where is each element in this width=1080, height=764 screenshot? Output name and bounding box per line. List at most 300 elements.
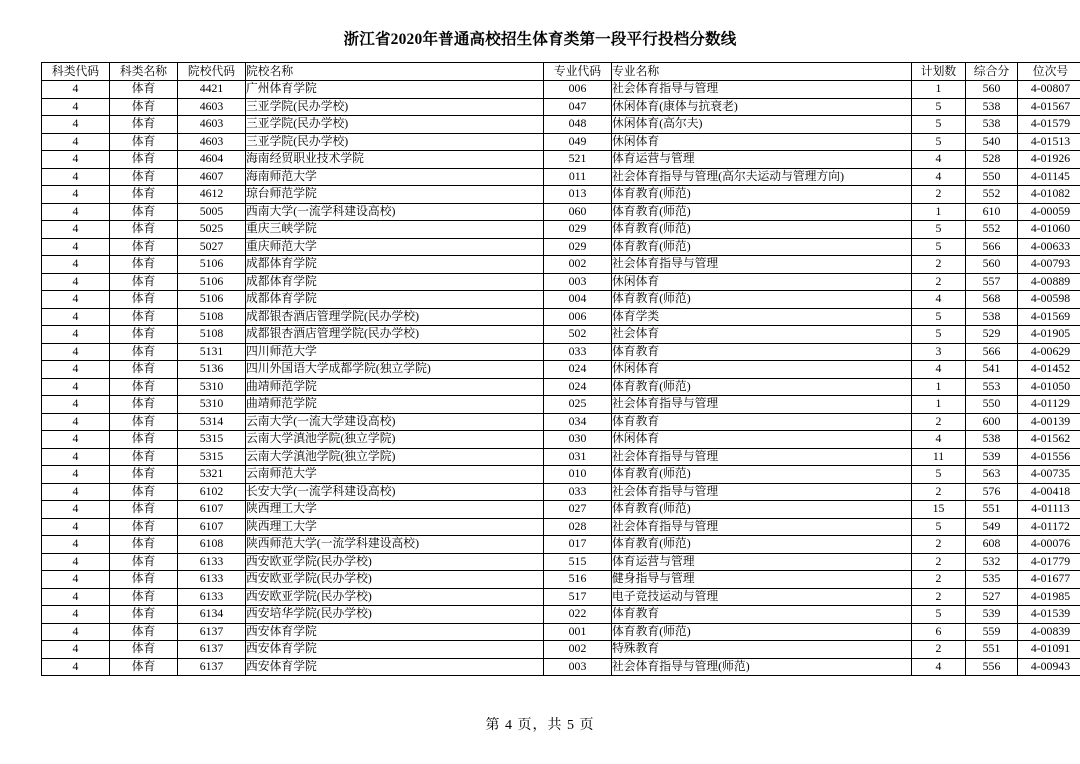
- cell-plan-count: 4: [912, 431, 966, 449]
- cell-major-name: 体育学类: [612, 308, 912, 326]
- cell-subject-code: 4: [42, 186, 110, 204]
- cell-subject-name: 体育: [110, 378, 178, 396]
- cell-composite-score: 538: [966, 431, 1018, 449]
- column-header-subject-code: 科类代码: [42, 63, 110, 81]
- cell-school-code: 5315: [178, 448, 246, 466]
- cell-plan-count: 5: [912, 518, 966, 536]
- cell-subject-name: 体育: [110, 343, 178, 361]
- cell-subject-name: 体育: [110, 291, 178, 309]
- cell-school-code: 5315: [178, 431, 246, 449]
- cell-plan-count: 15: [912, 501, 966, 519]
- cell-plan-count: 2: [912, 571, 966, 589]
- cell-major-name: 特殊教育: [612, 641, 912, 659]
- cell-subject-name: 体育: [110, 116, 178, 134]
- table-row: [42, 343, 1080, 361]
- cell-composite-score: 550: [966, 396, 1018, 414]
- cell-subject-code: 4: [42, 483, 110, 501]
- cell-major-name: 社会体育指导与管理: [612, 448, 912, 466]
- cell-major-code: 029: [544, 238, 612, 256]
- cell-major-name: 体育教育(师范): [612, 203, 912, 221]
- cell-major-name: 体育教育(师范): [612, 186, 912, 204]
- cell-school-name: 成都银杏酒店管理学院(民办学校): [246, 326, 544, 344]
- cell-major-code: 002: [544, 256, 612, 274]
- cell-school-name: 重庆三峡学院: [246, 221, 544, 239]
- cell-school-name: 陕西理工大学: [246, 501, 544, 519]
- cell-subject-code: 4: [42, 606, 110, 624]
- cell-subject-code: 4: [42, 238, 110, 256]
- cell-major-name: 体育教育(师范): [612, 623, 912, 641]
- cell-plan-count: 2: [912, 536, 966, 554]
- cell-subject-name: 体育: [110, 133, 178, 151]
- cell-major-code: 002: [544, 641, 612, 659]
- cell-rank-number: 4-01926: [1018, 151, 1080, 169]
- cell-rank-number: 4-00839: [1018, 623, 1080, 641]
- cell-rank-number: 4-00418: [1018, 483, 1080, 501]
- cell-subject-code: 4: [42, 466, 110, 484]
- cell-composite-score: 540: [966, 133, 1018, 151]
- table-row: [42, 168, 1080, 186]
- cell-school-code: 4603: [178, 133, 246, 151]
- cell-subject-name: 体育: [110, 396, 178, 414]
- table-row: [42, 133, 1080, 151]
- cell-composite-score: 568: [966, 291, 1018, 309]
- cell-subject-code: 4: [42, 623, 110, 641]
- score-table-container: [41, 62, 1071, 676]
- cell-rank-number: 4-00807: [1018, 81, 1080, 99]
- column-header-school-code: 院校代码: [178, 63, 246, 81]
- cell-subject-code: 4: [42, 168, 110, 186]
- cell-school-name: 海南经贸职业技术学院: [246, 151, 544, 169]
- cell-composite-score: 541: [966, 361, 1018, 379]
- cell-major-name: 社会体育指导与管理: [612, 518, 912, 536]
- cell-subject-name: 体育: [110, 151, 178, 169]
- cell-school-code: 4612: [178, 186, 246, 204]
- cell-composite-score: 553: [966, 378, 1018, 396]
- cell-school-name: 西安体育学院: [246, 623, 544, 641]
- cell-plan-count: 1: [912, 396, 966, 414]
- cell-rank-number: 4-00059: [1018, 203, 1080, 221]
- cell-major-name: 社会体育指导与管理: [612, 483, 912, 501]
- cell-plan-count: 5: [912, 326, 966, 344]
- cell-major-name: 体育教育: [612, 606, 912, 624]
- cell-subject-code: 4: [42, 98, 110, 116]
- cell-rank-number: 4-00889: [1018, 273, 1080, 291]
- cell-plan-count: 2: [912, 641, 966, 659]
- cell-rank-number: 4-01569: [1018, 308, 1080, 326]
- cell-major-name: 体育运营与管理: [612, 151, 912, 169]
- cell-plan-count: 11: [912, 448, 966, 466]
- cell-plan-count: 5: [912, 238, 966, 256]
- cell-subject-code: 4: [42, 116, 110, 134]
- cell-school-code: 5027: [178, 238, 246, 256]
- cell-major-code: 025: [544, 396, 612, 414]
- cell-school-code: 5314: [178, 413, 246, 431]
- cell-major-code: 048: [544, 116, 612, 134]
- cell-rank-number: 4-01579: [1018, 116, 1080, 134]
- cell-school-name: 云南大学滇池学院(独立学院): [246, 431, 544, 449]
- cell-subject-code: 4: [42, 378, 110, 396]
- table-row: [42, 256, 1080, 274]
- cell-subject-code: 4: [42, 133, 110, 151]
- cell-composite-score: 608: [966, 536, 1018, 554]
- cell-school-code: 6107: [178, 518, 246, 536]
- cell-school-name: 云南师范大学: [246, 466, 544, 484]
- column-header-rank-number: 位次号: [1018, 63, 1080, 81]
- table-row: [42, 553, 1080, 571]
- cell-school-name: 长安大学(一流学科建设高校): [246, 483, 544, 501]
- cell-subject-name: 体育: [110, 466, 178, 484]
- cell-composite-score: 559: [966, 623, 1018, 641]
- cell-school-code: 5025: [178, 221, 246, 239]
- cell-major-name: 体育教育(师范): [612, 238, 912, 256]
- cell-rank-number: 4-00139: [1018, 413, 1080, 431]
- cell-major-name: 社会体育指导与管理: [612, 256, 912, 274]
- table-row: [42, 186, 1080, 204]
- cell-subject-code: 4: [42, 291, 110, 309]
- cell-school-code: 4421: [178, 81, 246, 99]
- cell-major-code: 011: [544, 168, 612, 186]
- cell-school-name: 琼台师范学院: [246, 186, 544, 204]
- cell-subject-name: 体育: [110, 588, 178, 606]
- cell-subject-code: 4: [42, 396, 110, 414]
- cell-subject-name: 体育: [110, 168, 178, 186]
- column-header-major-name: 专业名称: [612, 63, 912, 81]
- table-row: [42, 378, 1080, 396]
- cell-composite-score: 549: [966, 518, 1018, 536]
- cell-major-code: 010: [544, 466, 612, 484]
- cell-plan-count: 4: [912, 168, 966, 186]
- cell-school-code: 4607: [178, 168, 246, 186]
- cell-subject-code: 4: [42, 553, 110, 571]
- cell-plan-count: 2: [912, 483, 966, 501]
- cell-subject-code: 4: [42, 448, 110, 466]
- cell-composite-score: 529: [966, 326, 1018, 344]
- cell-major-code: 030: [544, 431, 612, 449]
- cell-rank-number: 4-01082: [1018, 186, 1080, 204]
- cell-plan-count: 1: [912, 378, 966, 396]
- cell-plan-count: 5: [912, 221, 966, 239]
- table-row: [42, 81, 1080, 99]
- cell-major-name: 社会体育: [612, 326, 912, 344]
- cell-plan-count: 5: [912, 133, 966, 151]
- cell-subject-name: 体育: [110, 186, 178, 204]
- cell-major-name: 体育教育(师范): [612, 291, 912, 309]
- table-row: [42, 291, 1080, 309]
- cell-rank-number: 4-01567: [1018, 98, 1080, 116]
- cell-major-name: 电子竞技运动与管理: [612, 588, 912, 606]
- page-footer: 第 4 页，共 5 页: [485, 718, 595, 733]
- cell-major-code: 033: [544, 343, 612, 361]
- cell-subject-name: 体育: [110, 606, 178, 624]
- cell-school-name: 西安欧亚学院(民办学校): [246, 588, 544, 606]
- cell-rank-number: 4-01677: [1018, 571, 1080, 589]
- cell-composite-score: 560: [966, 256, 1018, 274]
- cell-major-code: 001: [544, 623, 612, 641]
- cell-subject-code: 4: [42, 361, 110, 379]
- cell-subject-name: 体育: [110, 361, 178, 379]
- cell-rank-number: 4-00943: [1018, 658, 1080, 676]
- cell-subject-name: 体育: [110, 256, 178, 274]
- cell-subject-code: 4: [42, 203, 110, 221]
- cell-school-name: 海南师范大学: [246, 168, 544, 186]
- cell-rank-number: 4-00735: [1018, 466, 1080, 484]
- cell-major-code: 502: [544, 326, 612, 344]
- table-row: [42, 116, 1080, 134]
- cell-rank-number: 4-00633: [1018, 238, 1080, 256]
- table-row: [42, 501, 1080, 519]
- cell-composite-score: 563: [966, 466, 1018, 484]
- cell-plan-count: 5: [912, 606, 966, 624]
- cell-plan-count: 4: [912, 361, 966, 379]
- cell-school-code: 6137: [178, 658, 246, 676]
- cell-composite-score: 560: [966, 81, 1018, 99]
- table-row: [42, 606, 1080, 624]
- cell-subject-name: 体育: [110, 483, 178, 501]
- cell-plan-count: 5: [912, 116, 966, 134]
- cell-major-name: 休闲体育: [612, 361, 912, 379]
- cell-plan-count: 1: [912, 81, 966, 99]
- cell-subject-code: 4: [42, 588, 110, 606]
- cell-major-code: 517: [544, 588, 612, 606]
- cell-major-code: 017: [544, 536, 612, 554]
- cell-plan-count: 2: [912, 413, 966, 431]
- cell-composite-score: 539: [966, 606, 1018, 624]
- table-header-row: [42, 63, 1080, 81]
- cell-rank-number: 4-00793: [1018, 256, 1080, 274]
- table-row: [42, 483, 1080, 501]
- cell-major-name: 休闲体育(高尔夫): [612, 116, 912, 134]
- cell-rank-number: 4-00629: [1018, 343, 1080, 361]
- cell-major-code: 033: [544, 483, 612, 501]
- cell-subject-name: 体育: [110, 553, 178, 571]
- cell-major-name: 体育教育(师范): [612, 536, 912, 554]
- table-row: [42, 448, 1080, 466]
- cell-school-code: 6137: [178, 623, 246, 641]
- cell-school-code: 6133: [178, 571, 246, 589]
- table-row: [42, 588, 1080, 606]
- cell-rank-number: 4-01060: [1018, 221, 1080, 239]
- cell-major-code: 515: [544, 553, 612, 571]
- cell-school-name: 西安体育学院: [246, 641, 544, 659]
- cell-composite-score: 538: [966, 116, 1018, 134]
- cell-major-name: 休闲体育: [612, 431, 912, 449]
- cell-major-name: 体育教育(师范): [612, 466, 912, 484]
- cell-composite-score: 566: [966, 343, 1018, 361]
- cell-subject-code: 4: [42, 308, 110, 326]
- column-header-plan-count: 计划数: [912, 63, 966, 81]
- cell-composite-score: 600: [966, 413, 1018, 431]
- cell-major-code: 028: [544, 518, 612, 536]
- cell-subject-name: 体育: [110, 571, 178, 589]
- cell-major-name: 休闲体育(康体与抗衰老): [612, 98, 912, 116]
- table-row: [42, 466, 1080, 484]
- cell-school-code: 5310: [178, 378, 246, 396]
- cell-school-name: 四川外国语大学成都学院(独立学院): [246, 361, 544, 379]
- column-header-subject-name: 科类名称: [110, 63, 178, 81]
- cell-rank-number: 4-01113: [1018, 501, 1080, 519]
- cell-subject-name: 体育: [110, 98, 178, 116]
- cell-subject-name: 体育: [110, 448, 178, 466]
- cell-subject-code: 4: [42, 536, 110, 554]
- cell-subject-code: 4: [42, 431, 110, 449]
- cell-school-code: 6107: [178, 501, 246, 519]
- column-header-school-name: 院校名称: [246, 63, 544, 81]
- cell-subject-name: 体育: [110, 536, 178, 554]
- cell-major-name: 体育教育: [612, 413, 912, 431]
- table-row: [42, 98, 1080, 116]
- cell-major-code: 034: [544, 413, 612, 431]
- cell-subject-code: 4: [42, 326, 110, 344]
- cell-school-code: 5106: [178, 256, 246, 274]
- cell-school-code: 5108: [178, 326, 246, 344]
- cell-subject-name: 体育: [110, 308, 178, 326]
- cell-major-name: 健身指导与管理: [612, 571, 912, 589]
- cell-subject-code: 4: [42, 81, 110, 99]
- cell-school-code: 5108: [178, 308, 246, 326]
- cell-school-name: 西南大学(一流学科建设高校): [246, 203, 544, 221]
- cell-subject-name: 体育: [110, 203, 178, 221]
- cell-composite-score: 528: [966, 151, 1018, 169]
- cell-composite-score: 552: [966, 186, 1018, 204]
- cell-subject-name: 体育: [110, 518, 178, 536]
- cell-rank-number: 4-01513: [1018, 133, 1080, 151]
- table-row: [42, 203, 1080, 221]
- cell-major-name: 社会体育指导与管理(师范): [612, 658, 912, 676]
- cell-school-name: 曲靖师范学院: [246, 378, 544, 396]
- cell-rank-number: 4-01452: [1018, 361, 1080, 379]
- cell-major-code: 022: [544, 606, 612, 624]
- cell-major-name: 体育教育: [612, 343, 912, 361]
- table-row: [42, 308, 1080, 326]
- cell-school-code: 5106: [178, 291, 246, 309]
- cell-subject-code: 4: [42, 518, 110, 536]
- cell-composite-score: 576: [966, 483, 1018, 501]
- cell-subject-code: 4: [42, 501, 110, 519]
- cell-school-name: 成都体育学院: [246, 273, 544, 291]
- cell-subject-code: 4: [42, 413, 110, 431]
- cell-school-code: 4603: [178, 116, 246, 134]
- cell-plan-count: 5: [912, 98, 966, 116]
- table-row: [42, 221, 1080, 239]
- cell-subject-code: 4: [42, 343, 110, 361]
- cell-school-code: 4604: [178, 151, 246, 169]
- cell-major-code: 004: [544, 291, 612, 309]
- cell-composite-score: 550: [966, 168, 1018, 186]
- cell-rank-number: 4-00598: [1018, 291, 1080, 309]
- cell-subject-name: 体育: [110, 326, 178, 344]
- cell-school-code: 6133: [178, 588, 246, 606]
- table-row: [42, 571, 1080, 589]
- cell-rank-number: 4-00076: [1018, 536, 1080, 554]
- cell-school-name: 广州体育学院: [246, 81, 544, 99]
- table-row: [42, 536, 1080, 554]
- cell-subject-code: 4: [42, 273, 110, 291]
- cell-major-code: 031: [544, 448, 612, 466]
- cell-school-name: 三亚学院(民办学校): [246, 98, 544, 116]
- cell-plan-count: 3: [912, 343, 966, 361]
- table-row: [42, 273, 1080, 291]
- table-row: [42, 361, 1080, 379]
- cell-plan-count: 2: [912, 256, 966, 274]
- cell-rank-number: 4-01539: [1018, 606, 1080, 624]
- cell-subject-code: 4: [42, 256, 110, 274]
- cell-major-code: 003: [544, 273, 612, 291]
- cell-school-code: 5005: [178, 203, 246, 221]
- cell-school-code: 5321: [178, 466, 246, 484]
- table-row: [42, 151, 1080, 169]
- cell-school-code: 6134: [178, 606, 246, 624]
- cell-major-code: 047: [544, 98, 612, 116]
- table-row: [42, 431, 1080, 449]
- column-header-composite-score: 综合分: [966, 63, 1018, 81]
- cell-school-code: 5106: [178, 273, 246, 291]
- cell-plan-count: 4: [912, 291, 966, 309]
- cell-rank-number: 4-01050: [1018, 378, 1080, 396]
- cell-school-code: 5136: [178, 361, 246, 379]
- cell-major-code: 024: [544, 361, 612, 379]
- table-row: [42, 641, 1080, 659]
- cell-school-name: 曲靖师范学院: [246, 396, 544, 414]
- cell-major-name: 休闲体育: [612, 133, 912, 151]
- cell-rank-number: 4-01905: [1018, 326, 1080, 344]
- table-row: [42, 658, 1080, 676]
- cell-composite-score: 610: [966, 203, 1018, 221]
- cell-major-code: 060: [544, 203, 612, 221]
- cell-rank-number: 4-01172: [1018, 518, 1080, 536]
- cell-subject-code: 4: [42, 221, 110, 239]
- cell-rank-number: 4-01145: [1018, 168, 1080, 186]
- cell-composite-score: 556: [966, 658, 1018, 676]
- cell-major-code: 049: [544, 133, 612, 151]
- cell-composite-score: 557: [966, 273, 1018, 291]
- cell-school-code: 5131: [178, 343, 246, 361]
- table-row: [42, 326, 1080, 344]
- page-title: 浙江省2020年普通高校招生体育类第一段平行投档分数线: [343, 31, 737, 48]
- cell-major-code: 027: [544, 501, 612, 519]
- cell-rank-number: 4-01985: [1018, 588, 1080, 606]
- cell-school-name: 三亚学院(民办学校): [246, 133, 544, 151]
- cell-major-code: 006: [544, 308, 612, 326]
- cell-school-name: 成都银杏酒店管理学院(民办学校): [246, 308, 544, 326]
- table-header: [42, 63, 1080, 81]
- table-row: [42, 518, 1080, 536]
- cell-school-name: 西安欧亚学院(民办学校): [246, 571, 544, 589]
- cell-plan-count: 4: [912, 151, 966, 169]
- cell-major-code: 516: [544, 571, 612, 589]
- cell-school-code: 5310: [178, 396, 246, 414]
- cell-subject-name: 体育: [110, 413, 178, 431]
- column-header-major-code: 专业代码: [544, 63, 612, 81]
- cell-subject-code: 4: [42, 151, 110, 169]
- cell-plan-count: 1: [912, 203, 966, 221]
- cell-school-name: 西安培华学院(民办学校): [246, 606, 544, 624]
- cell-rank-number: 4-01779: [1018, 553, 1080, 571]
- cell-rank-number: 4-01562: [1018, 431, 1080, 449]
- cell-major-code: 006: [544, 81, 612, 99]
- table-body: [42, 81, 1080, 676]
- cell-subject-name: 体育: [110, 238, 178, 256]
- cell-plan-count: 6: [912, 623, 966, 641]
- cell-school-name: 四川师范大学: [246, 343, 544, 361]
- cell-rank-number: 4-01129: [1018, 396, 1080, 414]
- table-row: [42, 238, 1080, 256]
- cell-major-name: 体育教育(师范): [612, 501, 912, 519]
- cell-rank-number: 4-01556: [1018, 448, 1080, 466]
- cell-school-name: 三亚学院(民办学校): [246, 116, 544, 134]
- table-row: [42, 413, 1080, 431]
- cell-major-code: 013: [544, 186, 612, 204]
- cell-plan-count: 2: [912, 553, 966, 571]
